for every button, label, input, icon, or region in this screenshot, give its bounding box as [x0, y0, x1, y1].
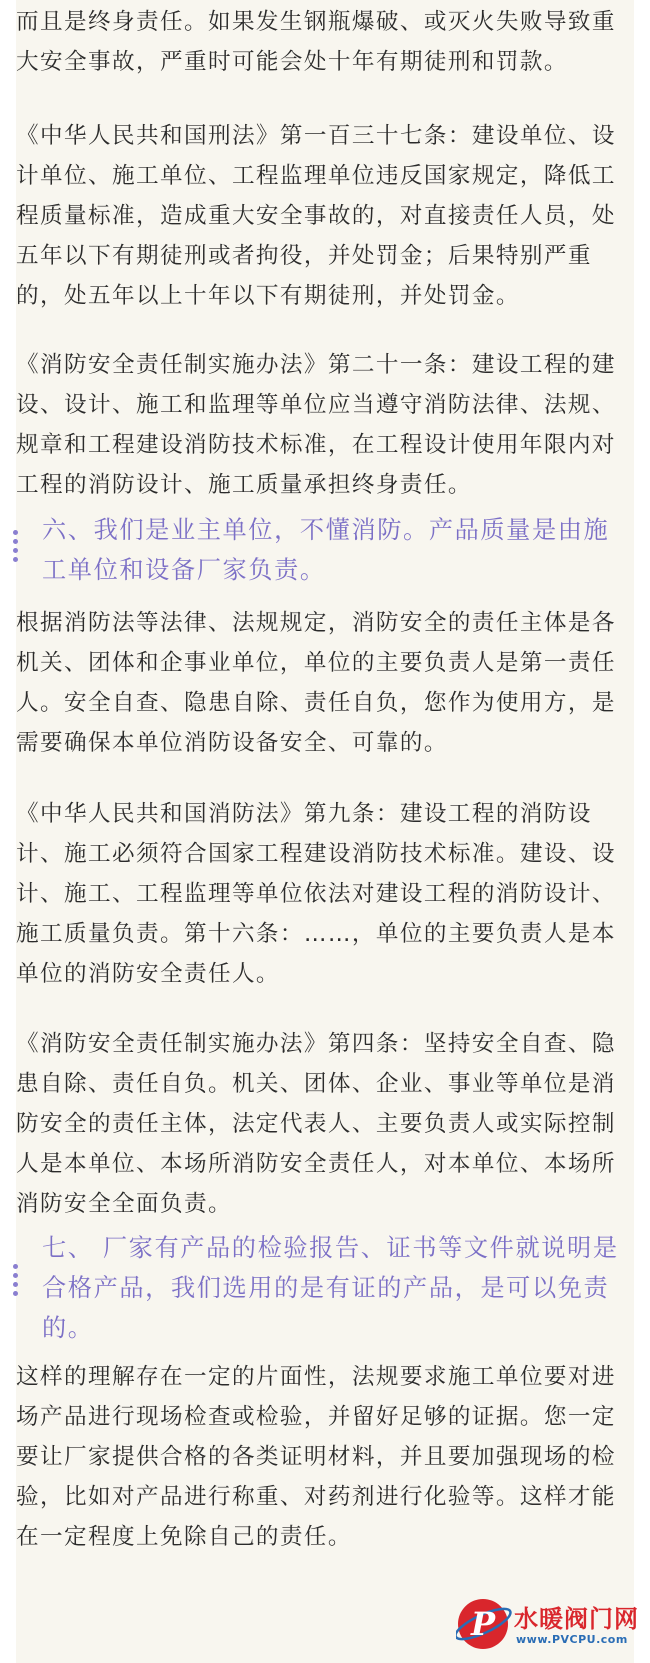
- heading-marker-icon: [13, 530, 19, 566]
- watermark-title: 水暖阀门网: [514, 1605, 639, 1633]
- site-watermark: [456, 1593, 646, 1657]
- section-heading-text: 七、 厂家有产品的检验报告、证书等文件就说明是合格产品，我们选用的是有证的产品，是可以免责的。: [42, 1234, 619, 1342]
- section-heading-text: 六、我们是业主单位，不懂消防。产品质量是由施工单位和设备厂家负责。: [42, 516, 610, 584]
- watermark-url: www.PVCPU.com: [516, 1633, 628, 1646]
- paragraph: 《消防安全责任制实施办法》第二十一条：建设工程的建设、设计、施工和监理等单位应当遵守消防法律、法规、规章和工程建设消防技术标准，在工程设计使用年限内对工程的消防设计、施工质量承担终身责任。: [16, 352, 616, 498]
- paragraph: 《中华人民共和国刑法》第一百三十七条：建设单位、设计单位、施工单位、工程监理单位违反国家规定，降低工程质量标准，造成重大安全事故的，对直接责任人员，处五年以下有期徒刑或者拘役，并处罚金；后果特别严重的，处五年以上十年以下有期徒刑，并处罚金。: [16, 123, 616, 309]
- paragraph: 而且是终身责任。如果发生钢瓶爆破、或灭火失败导致重大安全事故，严重时可能会处十年有期徒刑和罚款。: [16, 9, 616, 75]
- paragraph: 这样的理解存在一定的片面性，法规要求施工单位要对进场产品进行现场检查或检验，并留好足够的证据。您一定要让厂家提供合格的各类证明材料，并且要加强现场的检验，比如对产品进行称重、对药剂进行化验等。这样才能在一定程度上免除自己的责任。: [16, 1364, 616, 1550]
- section-heading-6: [16, 510, 634, 590]
- watermark-logo-icon: [456, 1595, 512, 1653]
- paragraph: 《中华人民共和国消防法》第九条：建设工程的消防设计、施工必须符合国家工程建设消防技术标准。建设、设计、施工、工程监理等单位依法对建设工程的消防设计、施工质量负责。第十六条：……，单位的主要负责人是本单位的消防安全责任人。: [16, 801, 616, 987]
- paragraph: 根据消防法等法律、法规规定，消防安全的责任主体是各机关、团体和企事业单位，单位的主要负责人是第一责任人。安全自查、隐患自除、责任自负，您作为使用方，是需要确保本单位消防设备安全、可靠的。: [16, 610, 616, 756]
- paragraph: 《消防安全责任制实施办法》第四条：坚持安全自查、隐患自除、责任自负。机关、团体、企业、事业等单位是消防安全的责任主体，法定代表人、主要负责人或实际控制人是本单位、本场所消防安全责任人，对本单位、本场所消防安全全面负责。: [16, 1031, 616, 1217]
- heading-marker-icon: [13, 1264, 19, 1300]
- watermark-logo-letter: P: [470, 1605, 496, 1643]
- article-body: [16, 0, 634, 1663]
- section-heading-7: [16, 1228, 634, 1348]
